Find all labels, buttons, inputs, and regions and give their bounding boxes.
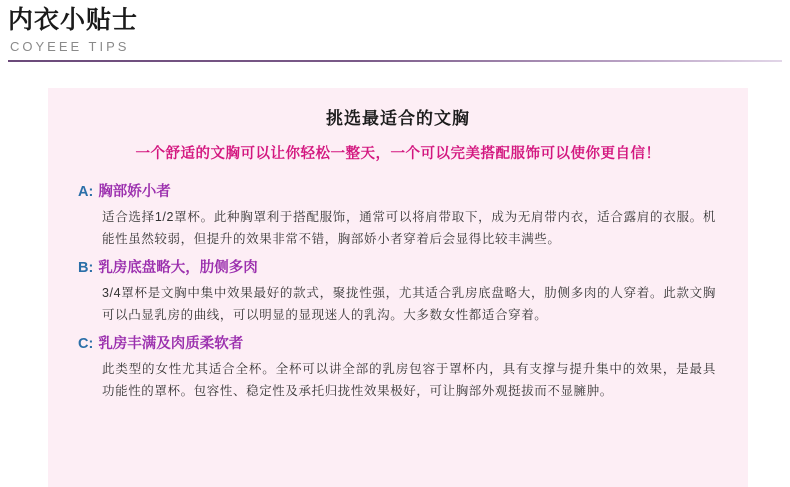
tip-body: 此类型的女性尤其适合全杯。全杯可以讲全部的乳房包容于罩杯内，具有支撑与提升集中的效果，是最具功能性的罩杯。包容性、稳定性及承托归拢性效果极好，可让胸部外观挺拔而不显臃肿。 xyxy=(102,362,716,398)
tip-heading-label: 乳房底盘略大，肋侧多肉 xyxy=(98,260,258,276)
tip-section xyxy=(74,256,722,326)
tip-section xyxy=(74,180,722,250)
tip-marker: C: xyxy=(78,336,94,352)
tip-body: 3/4罩杯是文胸中集中效果最好的款式，聚拢性强，尤其适合乳房底盘略大，肋侧多肉的人穿着。此款文胸可以凸显乳房的曲线，可以明显的显现迷人的乳沟。大多数女性都适合穿着。 xyxy=(102,286,716,322)
tips-lead: 一个舒适的文胸可以让你轻松一整天，一个可以完美搭配服饰可以使你更自信！ xyxy=(135,146,661,162)
page-header xyxy=(0,0,790,62)
tip-heading xyxy=(74,256,722,280)
tip-section xyxy=(74,332,722,402)
page-title: 内衣小贴士 xyxy=(8,7,139,34)
tip-marker: B: xyxy=(78,260,94,276)
tip-heading-label: 胸部娇小者 xyxy=(98,184,171,200)
tip-heading xyxy=(74,180,722,204)
page-subtitle: COYEEE TIPS xyxy=(10,39,130,54)
tip-body: 适合选择1/2罩杯。此种胸罩利于搭配服饰，通常可以将肩带取下，成为无肩带内衣，适合露肩的衣服。机能性虽然较弱，但提升的效果非常不错，胸部娇小者穿着后会显得比较丰满些。 xyxy=(102,210,716,246)
tips-title: 挑选最适合的文胸 xyxy=(326,109,470,128)
tip-marker: A: xyxy=(78,184,94,200)
tip-heading xyxy=(74,332,722,356)
tips-panel xyxy=(48,88,748,487)
header-divider xyxy=(8,60,782,62)
tip-heading-label: 乳房丰满及肉质柔软者 xyxy=(98,336,244,352)
